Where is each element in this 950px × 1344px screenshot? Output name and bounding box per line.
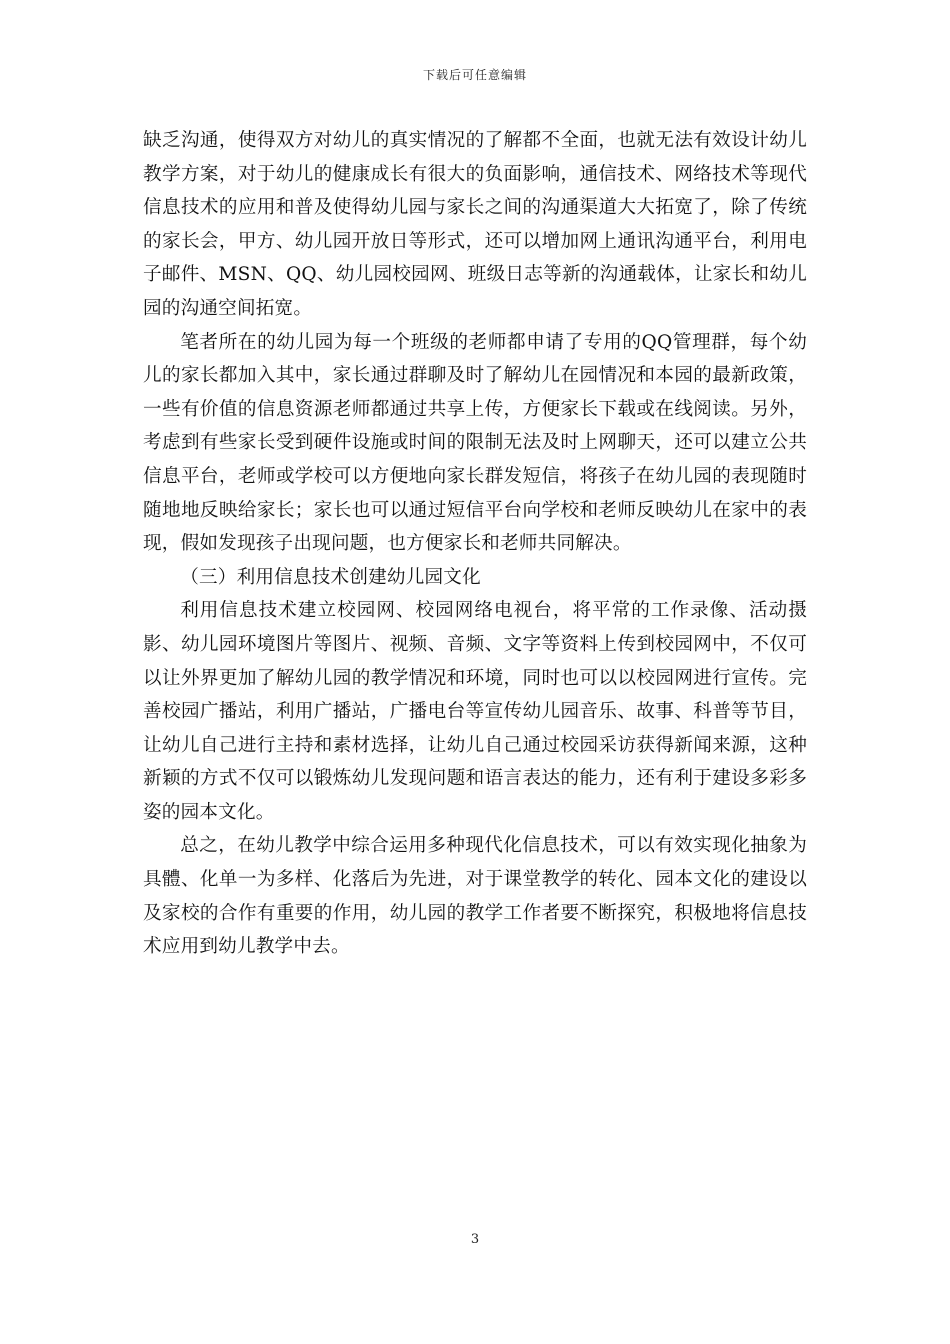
paragraph-conclusion: 总之，在幼儿教学中综合运用多种现代化信息技术，可以有效实现化抽象为具體、化单一为多样、化落后为先进，对于课堂教学的转化、园本文化的建设以及家校的合作有重要的作用，幼儿园的教学工作者要不断探究，积极地将信息技术应用到幼儿教学中去。 [143, 835, 807, 958]
paragraph-continued: 缺乏沟通，使得双方对幼儿的真实情况的了解都不全面，也就无法有效设计幼儿教学方案，对于幼儿的健康成长有很大的负面影响，通信技术、网络技术等现代信息技术的应用和普及使得幼儿园与家长之间的沟通渠道大大拓宽了，除了传统的家长会，甲方、幼儿园开放日等形式，还可以增加网上通讯沟通平台，利用电子邮件、MSN、QQ、幼儿园校园网、班级日志等新的沟通载体，让家长和幼儿园的沟通空间拓宽。 [143, 130, 807, 319]
section-heading: （三）利用信息技术创建幼儿园文化 [180, 566, 481, 588]
header-note: 下载后可任意编辑 [422, 68, 527, 82]
paragraph-qq-group: 笔者所在的幼儿园为每一个班级的老师都申请了专用的QQ管理群，每个幼儿的家长都加入其中，家长通过群聊及时了解幼儿在园情况和本园的最新政策，一些有价值的信息资源老师都通过共享上传，方便家长下载或在线阅读。另外，考虑到有些家长受到硬件设施或时间的限制无法及时上网聊天，还可以建立公共信息平台，老师或学校可以方便地向家长群发短信，将孩子在幼儿园的表现随时随地地反映给家长；家长也可以通过短信平台向学校和老师反映幼儿在家中的表现，假如发现孩子出现问题，也方便家长和老师共同解决。 [143, 331, 807, 555]
page-number: 3 [470, 1232, 480, 1247]
paragraph-campus-network: 利用信息技术建立校园网、校园网络电视台，将平常的工作录像、活动摄影、幼儿园环境图片等图片、视频、音频、文字等资料上传到校园网中，不仅可以让外界更加了解幼儿园的教学情况和环境，同时也可以以校园网进行宣传。完善校园广播站，利用广播站，广播电台等宣传幼儿园音乐、故事、科普等节目，让幼儿自己进行主持和素材选择，让幼儿自己通过校园采访获得新闻来源，这种新颖的方式不仅可以锻炼幼儿发现问题和语言表达的能力，还有利于建设多彩多姿的园本文化。 [143, 600, 807, 823]
body-text [143, 124, 807, 964]
